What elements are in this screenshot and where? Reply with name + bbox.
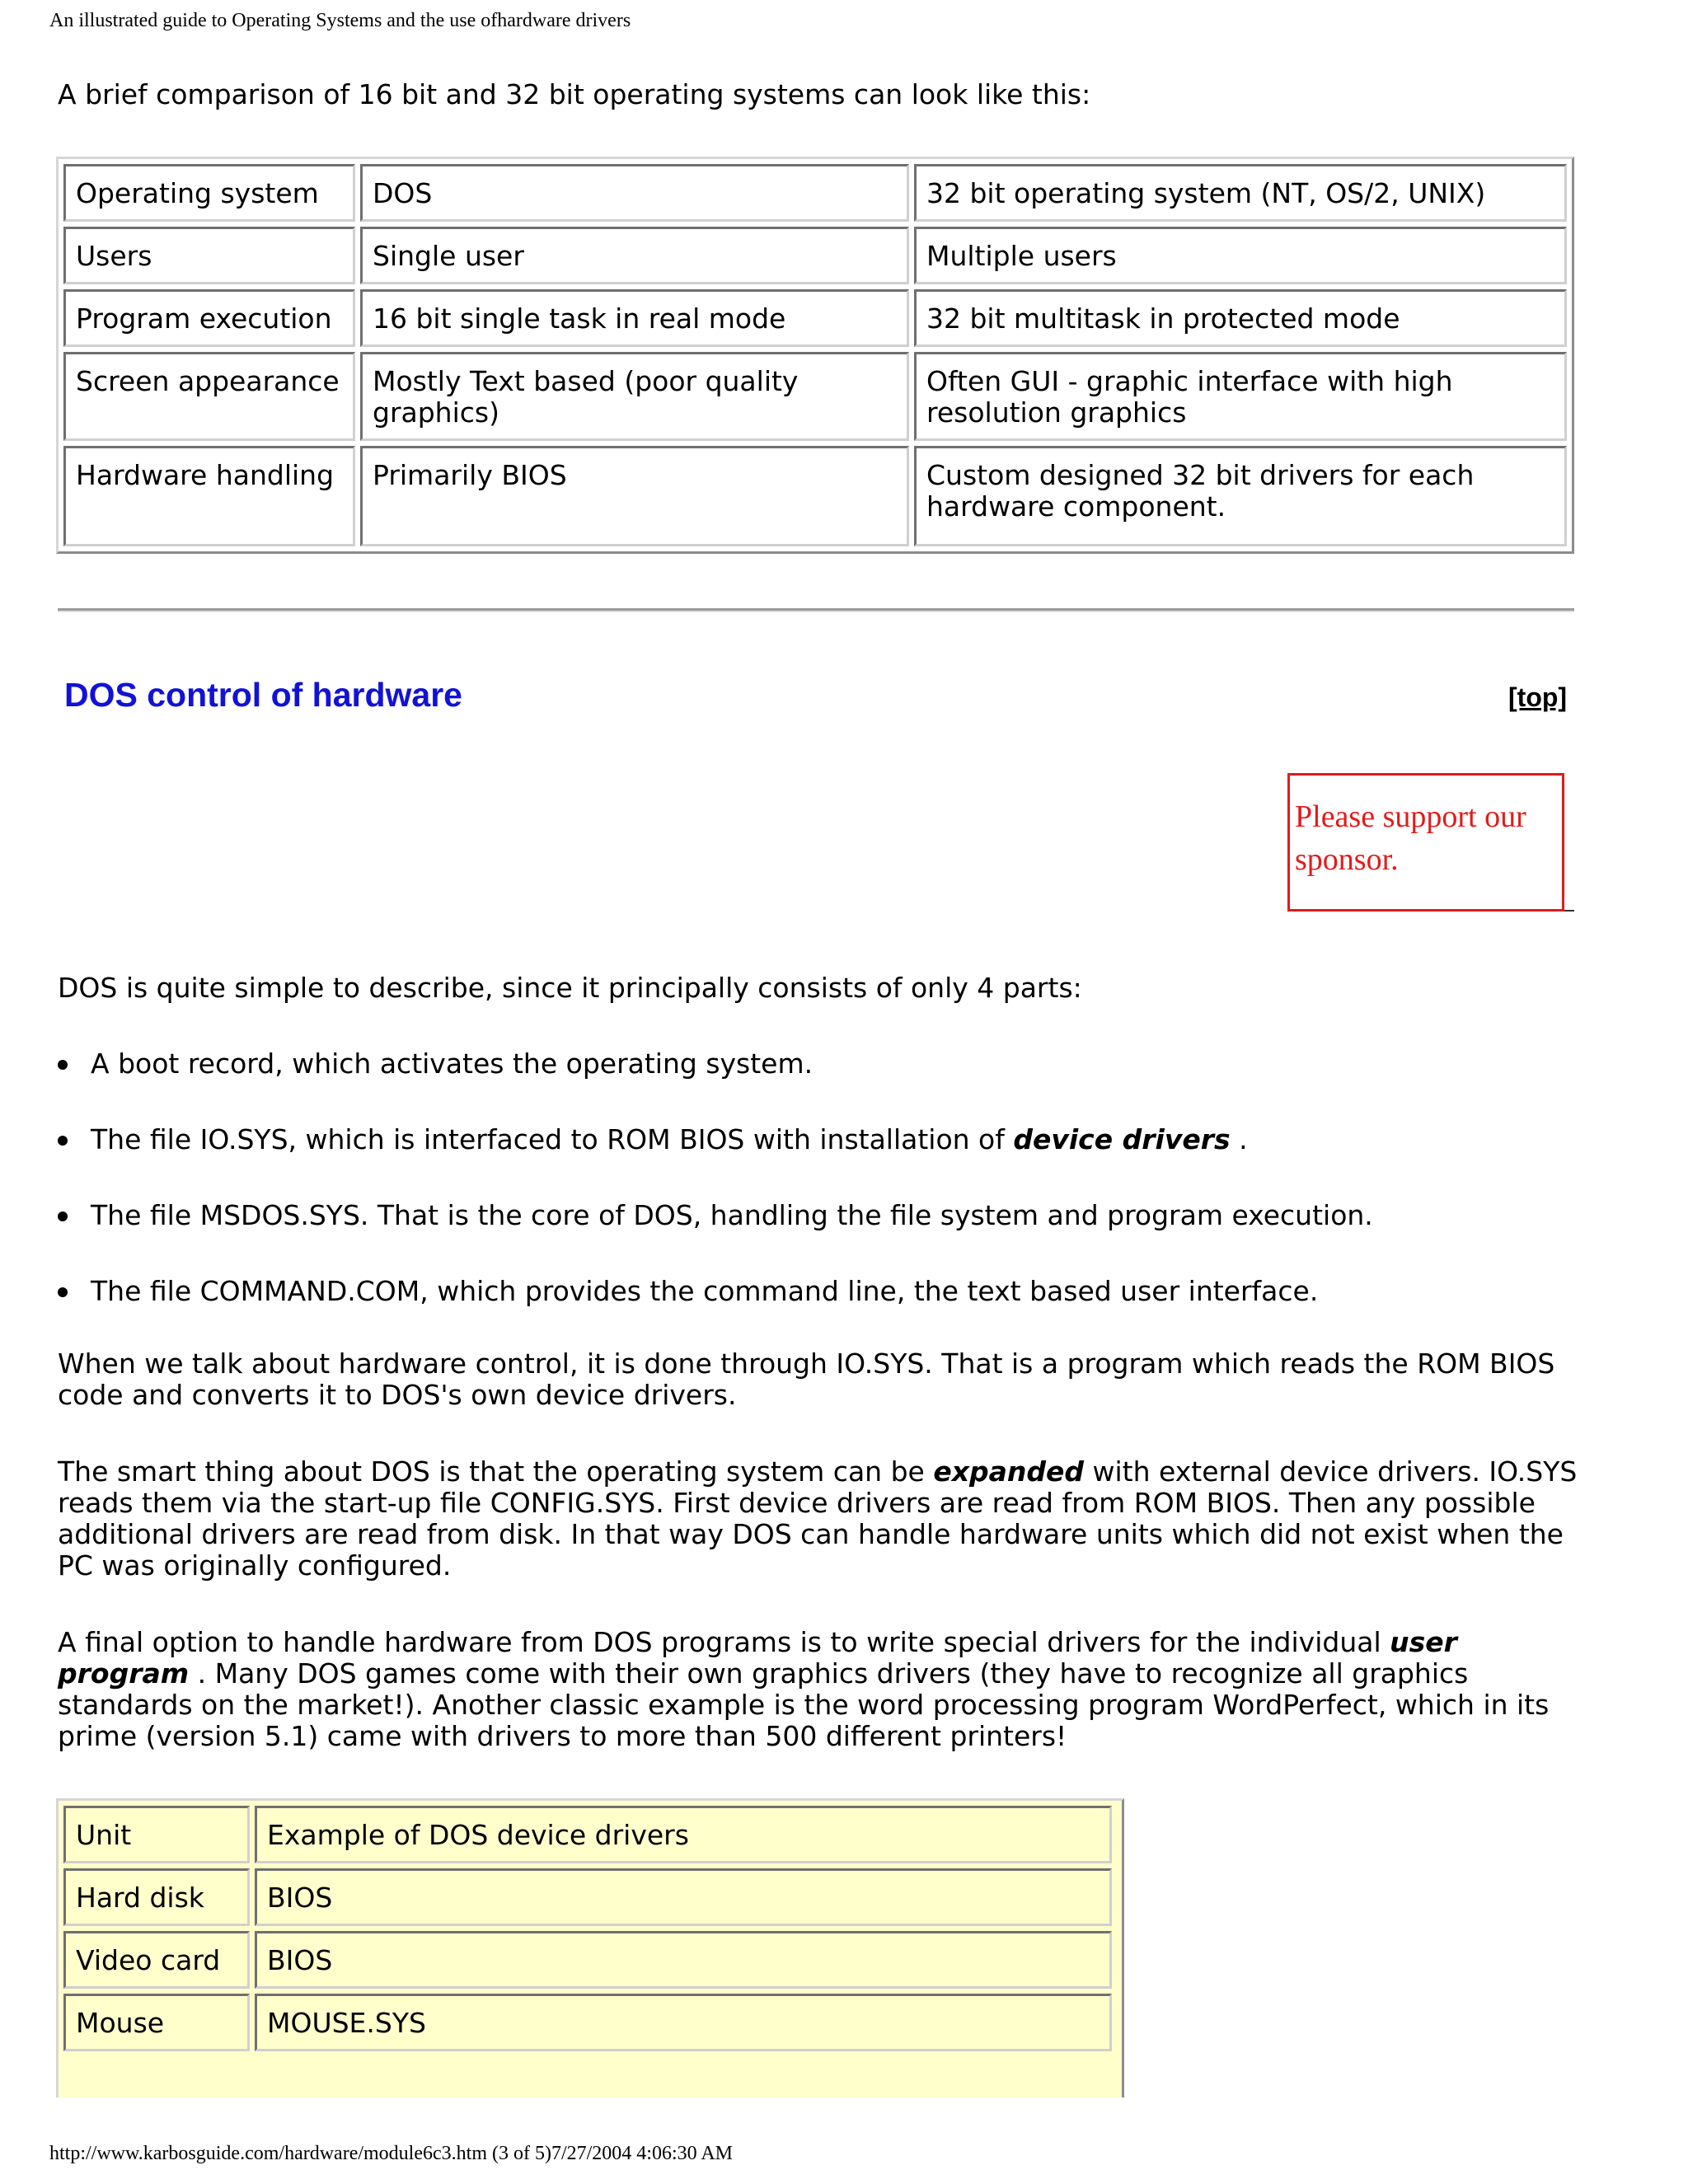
table-cell: Often GUI - graphic interface with high resolution graphics [914,352,1567,441]
table-cell: Screen appearance [63,352,355,441]
table-cell: Unit [63,1806,250,1863]
table-cell: Mouse [63,1994,250,2051]
top-link[interactable]: [top] [1508,682,1568,712]
horizontal-divider [58,608,1574,612]
bullet-icon [58,1287,68,1297]
table-row [63,227,1567,284]
table-row [63,1931,1112,1989]
section-title: DOS control of hardware [64,676,462,714]
table-row [63,352,1567,441]
list-item-text: The file IO.SYS, which is interfaced to ROM BIOS with installation of [91,1123,1014,1155]
bullet-icon [58,1136,68,1146]
emphasis-user-program: user program [58,1626,1457,1690]
list-item-text: . [1230,1123,1248,1155]
paragraph-text: The smart thing about DOS is that the operating system can be [58,1455,934,1488]
drivers-table [59,1801,1117,2056]
drivers-table-container [56,1798,1124,2097]
bullet-icon [58,1060,68,1070]
paragraph-smart-thing [58,1456,1582,1582]
table-row [63,1806,1112,1863]
table-cell: MOUSE.SYS [255,1994,1112,2051]
table-cell: Primarily BIOS [360,446,909,546]
print-footer: http://www.karbosguide.com/hardware/module6c3.htm (3 of 5)7/27/2004 4:06:30 AM [49,2143,733,2164]
bullet-icon [58,1212,68,1221]
table-cell: BIOS [255,1868,1112,1926]
table-cell: Users [63,227,355,284]
list-item [58,1048,1373,1080]
table-cell: 32 bit multitask in protected mode [914,289,1567,347]
intro-paragraph: A brief comparison of 16 bit and 32 bit operating systems can look like this: [58,78,1091,110]
dos-parts-list [58,1048,1373,1352]
table-row [63,289,1567,347]
print-header: An illustrated guide to Operating Systems and the use ofhardware drivers [49,10,631,31]
sponsor-text: Please support our sponsor. [1295,799,1526,877]
sponsor-link-underline [1564,910,1574,912]
paragraph-final-option [58,1627,1582,1752]
table-row [63,164,1567,222]
table-cell: BIOS [255,1931,1112,1989]
table-row [63,1868,1112,1926]
paragraph-dos-parts: DOS is quite simple to describe, since it principally consists of only 4 parts: [58,972,1082,1004]
table-cell: Mostly Text based (poor quality graphics) [360,352,909,441]
table-cell: Hard disk [63,1868,250,1926]
paragraph-text: with external device drivers. IO.SYS reads them via the start-up file CONFIG.SYS. First device drivers are read from ROM BIOS. Then any possible additional drivers are read from disk. In that way DOS can handle hardware units which did not exist when the PC was originally configured. [58,1455,1578,1582]
comparison-table [56,157,1574,554]
table-cell: Hardware handling [63,446,355,546]
table-cell: Example of DOS device drivers [255,1806,1112,1863]
table-cell: 16 bit single task in real mode [360,289,909,347]
list-item [58,1200,1373,1231]
table-cell: Single user [360,227,909,284]
table-cell: Program execution [63,289,355,347]
sponsor-box[interactable] [1287,773,1564,912]
emphasis-device-drivers: device drivers [1013,1123,1231,1155]
list-item [58,1276,1373,1307]
list-item [58,1124,1373,1155]
table-row [63,446,1567,546]
list-item-text: The file COMMAND.COM, which provides the command line, the text based user interface. [91,1275,1319,1307]
emphasis-expanded: expanded [933,1455,1085,1488]
table-cell: 32 bit operating system (NT, OS/2, UNIX) [914,164,1567,222]
table-cell: Video card [63,1931,250,1989]
table-row [63,1994,1112,2051]
paragraph-text: . Many DOS games come with their own graphics drivers (they have to recognize all graphics standards on the market!). Another classic example is the word processing program WordPerfect, which in its prime (version 5.1) came with drivers to more than 500 different printers! [58,1657,1550,1752]
table-cell: DOS [360,164,909,222]
paragraph-text: A final option to handle hardware from DOS programs is to write special drivers for the individual [58,1626,1390,1658]
table-cell: Custom designed 32 bit drivers for each hardware component. [914,446,1567,546]
list-item-text: A boot record, which activates the operating system. [91,1047,814,1080]
paragraph-hardware-control: When we talk about hardware control, it is done through IO.SYS. That is a program which reads the ROM BIOS code and converts it to DOS's own device drivers. [58,1347,1555,1411]
table-cell: Multiple users [914,227,1567,284]
list-item-text: The file MSDOS.SYS. That is the core of DOS, handling the file system and program execution. [91,1199,1373,1231]
table-cell: Operating system [63,164,355,222]
